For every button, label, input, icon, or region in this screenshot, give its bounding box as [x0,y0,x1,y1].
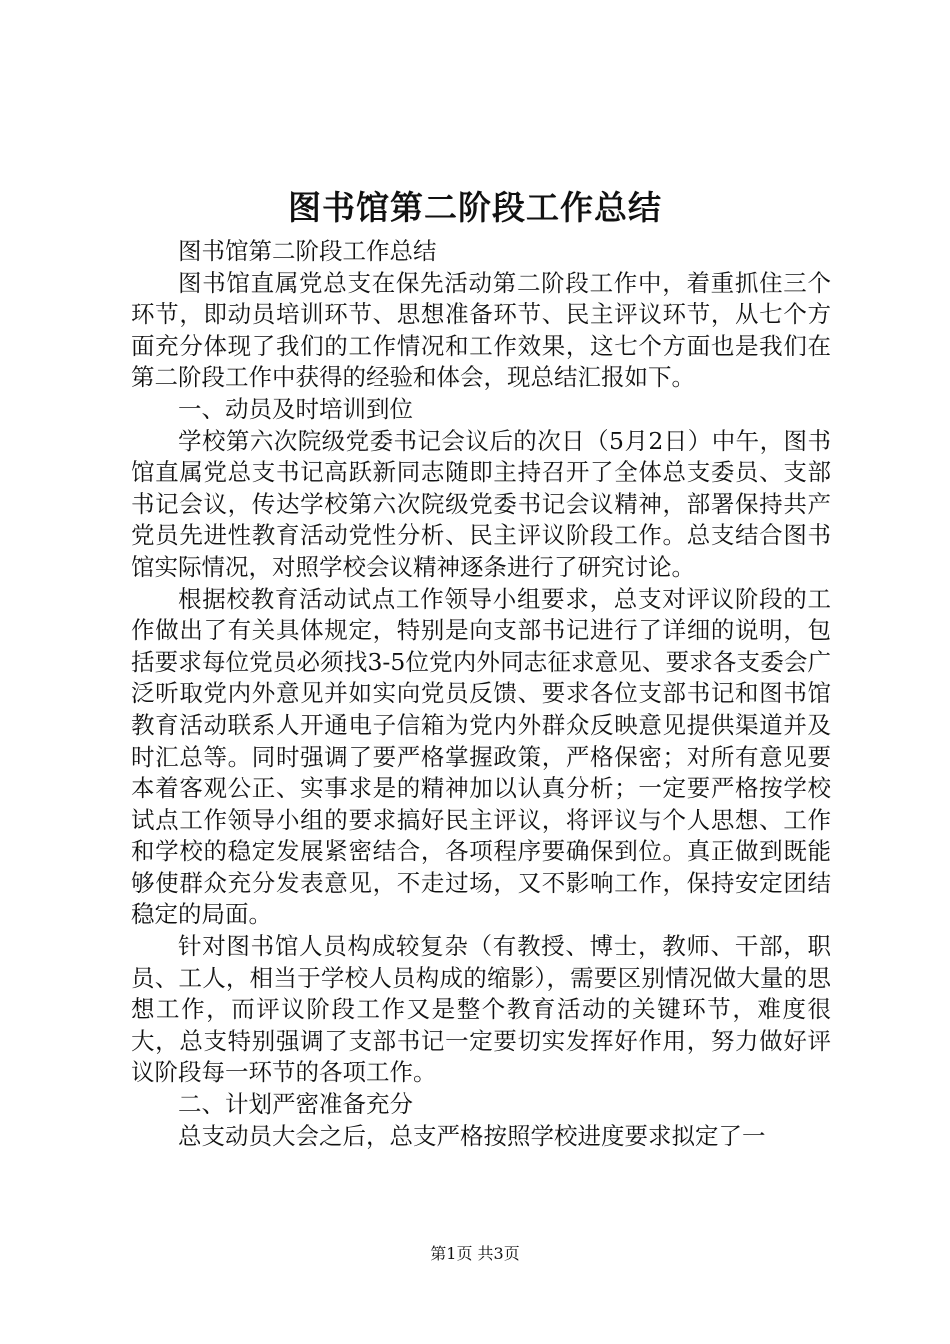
section-heading: 二、计划严密准备充分 [178,1090,413,1119]
page-footer: 第1页 共3页 [430,1244,520,1263]
paragraph: 根据校教育活动试点工作领导小组要求，总支对评议阶段的工作做出了有关具体规定，特别是向支部书记进行了详细的说明，包括要求每位党员必须找3-5位党内外同志征求意见、要求各支委会广泛听取党内外意见并如实向党员反馈、要求各位支部书记和图书馆教育活动联系人开通电子信箱为党内外群众反映意见提供渠道并及时汇总等。同时强调了要严格掌握政策，严格保密；对所有意见要本着客观公正、实事求是的精神加以认真分析；一定要严格按学校试点工作领导小组的要求搞好民主评议，将评议与个人思想、工作和学校的稳定发展紧密结合，各项程序要确保到位。真正做到既能够使群众充分发表意见，不走过场，又不影响工作，保持安定团结稳定的局面。 [131,584,831,929]
section-heading: 一、动员及时培训到位 [178,394,413,423]
paragraph: 图书馆直属党总支在保先活动第二阶段工作中，着重抓住三个环节，即动员培训环节、思想准备环节、民主评议环节，从七个方面充分体现了我们的工作情况和工作效果，这七个方面也是我们在第二阶段工作中获得的经验和体会，现总结汇报如下。 [131,268,831,392]
paragraph: 总支动员大会之后，总支严格按照学校进度要求拟定了一 [178,1121,766,1150]
document-title: 图书馆第二阶段工作总结 [288,188,662,227]
document-body [131,236,831,1152]
paragraph: 图书馆第二阶段工作总结 [178,237,437,265]
paragraph: 学校第六次院级党委书记会议后的次日（5月2日）中午，图书馆直属党总支书记高跃新同志随即主持召开了全体总支委员、支部书记会议，传达学校第六次院级党委书记会议精神，部署保持共产党员先进性教育活动党性分析、民主评议阶段工作。总支结合图书馆实际情况，对照学校会议精神逐条进行了研究讨论。 [131,426,831,581]
paragraph: 针对图书馆人员构成较复杂（有教授、博士，教师、干部，职员、工人，相当于学校人员构成的缩影），需要区别情况做大量的思想工作，而评议阶段工作又是整个教育活动的关键环节，难度很大，总支特别强调了支部书记一定要切实发挥好作用，努力做好评议阶段每一环节的各项工作。 [131,932,831,1087]
